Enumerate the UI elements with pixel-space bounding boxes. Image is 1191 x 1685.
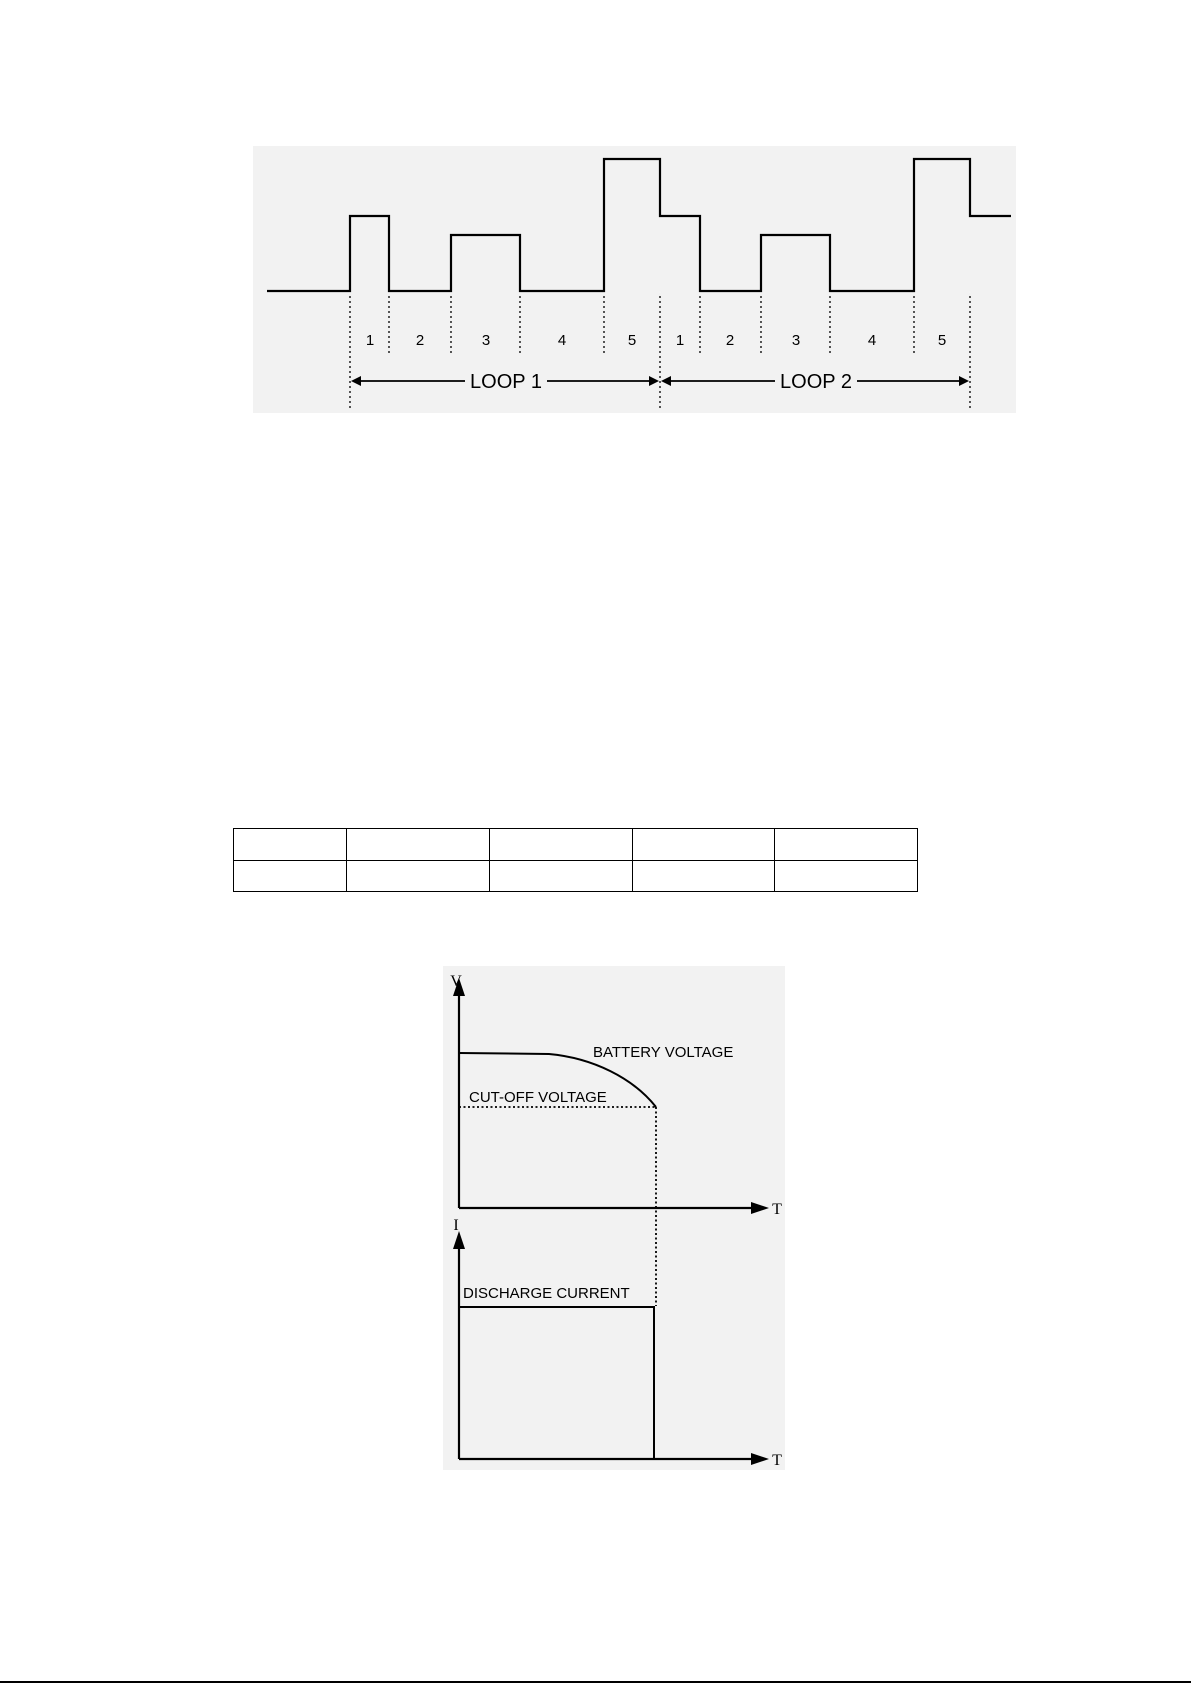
table-row (234, 829, 918, 861)
loop-2-label: LOOP 2 (780, 371, 852, 393)
table-cell (234, 860, 347, 892)
table-row (234, 860, 918, 892)
table-cell (234, 829, 347, 861)
step-label: 4 (557, 332, 567, 349)
table-cell (775, 829, 918, 861)
voltage-axis-label: V (450, 973, 462, 990)
battery-discharge-diagram (443, 966, 785, 1470)
data-table (233, 828, 918, 892)
table-cell (347, 829, 490, 861)
table-cell (347, 860, 490, 892)
diagram-panel (443, 966, 785, 1470)
table-cell (490, 860, 633, 892)
footer-rule (0, 1681, 1191, 1683)
cutoff-voltage-label: CUT-OFF VOLTAGE (469, 1089, 607, 1106)
time-axis-label-bottom: T (772, 1452, 782, 1469)
step-label: 1 (675, 332, 685, 349)
step-label: 3 (791, 332, 801, 349)
table-cell (633, 860, 775, 892)
discharge-current-label: DISCHARGE CURRENT (463, 1285, 630, 1302)
step-label: 1 (365, 332, 375, 349)
step-label: 2 (725, 332, 735, 349)
waveform-panel (253, 146, 1016, 413)
time-axis-label-top: T (772, 1201, 782, 1218)
loop-1-label: LOOP 1 (470, 371, 542, 393)
loop-waveform-diagram (253, 146, 1016, 413)
step-label: 2 (415, 332, 425, 349)
table-cell (633, 829, 775, 861)
step-label: 4 (867, 332, 877, 349)
step-label: 3 (481, 332, 491, 349)
table-cell (775, 860, 918, 892)
current-axis-label: I (453, 1217, 459, 1234)
battery-voltage-label: BATTERY VOLTAGE (593, 1044, 734, 1061)
step-label: 5 (937, 332, 947, 349)
step-label: 5 (627, 332, 637, 349)
table-cell (490, 829, 633, 861)
